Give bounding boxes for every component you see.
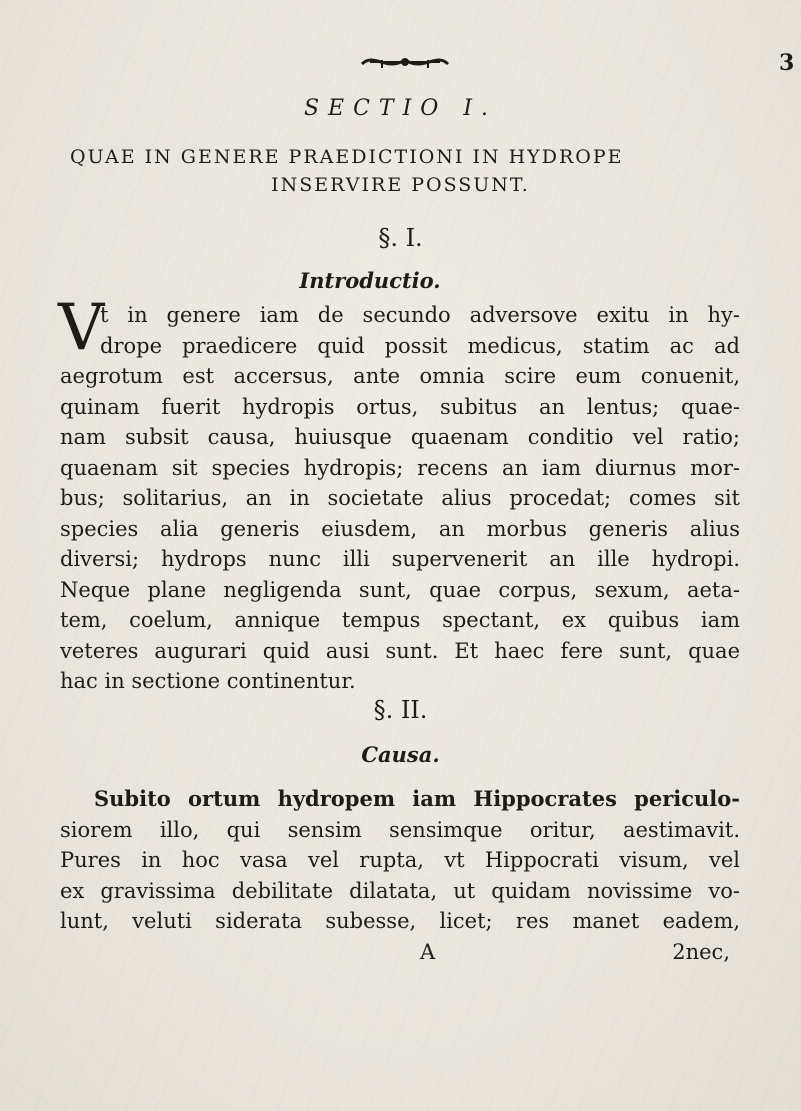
text-line: drope praedicere quid possit medicus, statim ac ad — [100, 333, 740, 358]
text-line: nam subsit causa, huiusque quaenam conditio vel ratio; — [60, 425, 740, 449]
section-marker-1: §. I. — [378, 224, 423, 252]
text-line: lunt, veluti siderata subesse, licet; res manet eadem, — [60, 909, 740, 933]
signature-mark: A 2 — [420, 939, 686, 964]
subheading-introductio: Introductio. — [299, 268, 441, 293]
text-line: quinam fuerit hydropis ortus, subitus an lentus; quae- — [60, 394, 740, 419]
chapter-heading-line-1: QUAE IN GENERE PRAEDICTIONI IN HYDROPE — [70, 146, 624, 168]
text-line: quaenam sit species hydropis; recens an iam diurnus mor- — [60, 455, 740, 480]
text-line: Pures in hoc vasa vel rupta, vt Hippocrati visum, vel — [60, 848, 740, 872]
page-footer-line — [60, 937, 740, 968]
page-number: 3 — [779, 50, 795, 76]
catchword: nec, — [685, 939, 730, 964]
text-line: bus; solitarius, an in societate alius procedat; comes sit — [60, 486, 740, 510]
text-line: hac in sectione continentur. — [60, 669, 356, 693]
text-line: Subito ortum hydropem iam Hippocrates periculo- — [94, 786, 740, 811]
section-title: SECTIO I. — [303, 96, 498, 121]
paragraph-introductio — [60, 300, 740, 697]
ornament-icon — [360, 50, 450, 74]
drop-cap: V — [58, 291, 105, 365]
text-line: veteres augurari quid ausi sunt. Et haec fere sunt, quae — [60, 638, 740, 663]
subheading-causa: Causa. — [361, 742, 440, 767]
text-line: aegrotum est accersus, ante omnia scire eum conuenit, — [60, 364, 740, 388]
section-marker-2: §. II. — [373, 696, 428, 724]
chapter-heading-line-2: INSERVIRE POSSUNT. — [271, 174, 530, 196]
text-line: species alia generis eiusdem, an morbus generis alius — [60, 516, 740, 541]
text-line: ex gravissima debilitate dilatata, ut quidam novissime vo- — [60, 878, 740, 903]
text-line: tem, coelum, annique tempus spectant, ex quibus iam — [60, 608, 740, 632]
text-line: diversi; hydrops nunc illi supervenerit an ille hydropi. — [60, 547, 740, 571]
paragraph-causa — [60, 784, 740, 967]
text-line: Neque plane negligenda sunt, quae corpus, sexum, aeta- — [60, 577, 740, 602]
text-line: siorem illo, qui sensim sensimque oritur, aestimavit. — [60, 817, 740, 842]
text-line: t in genere iam de secundo adversove exitu in hy- — [100, 303, 740, 327]
